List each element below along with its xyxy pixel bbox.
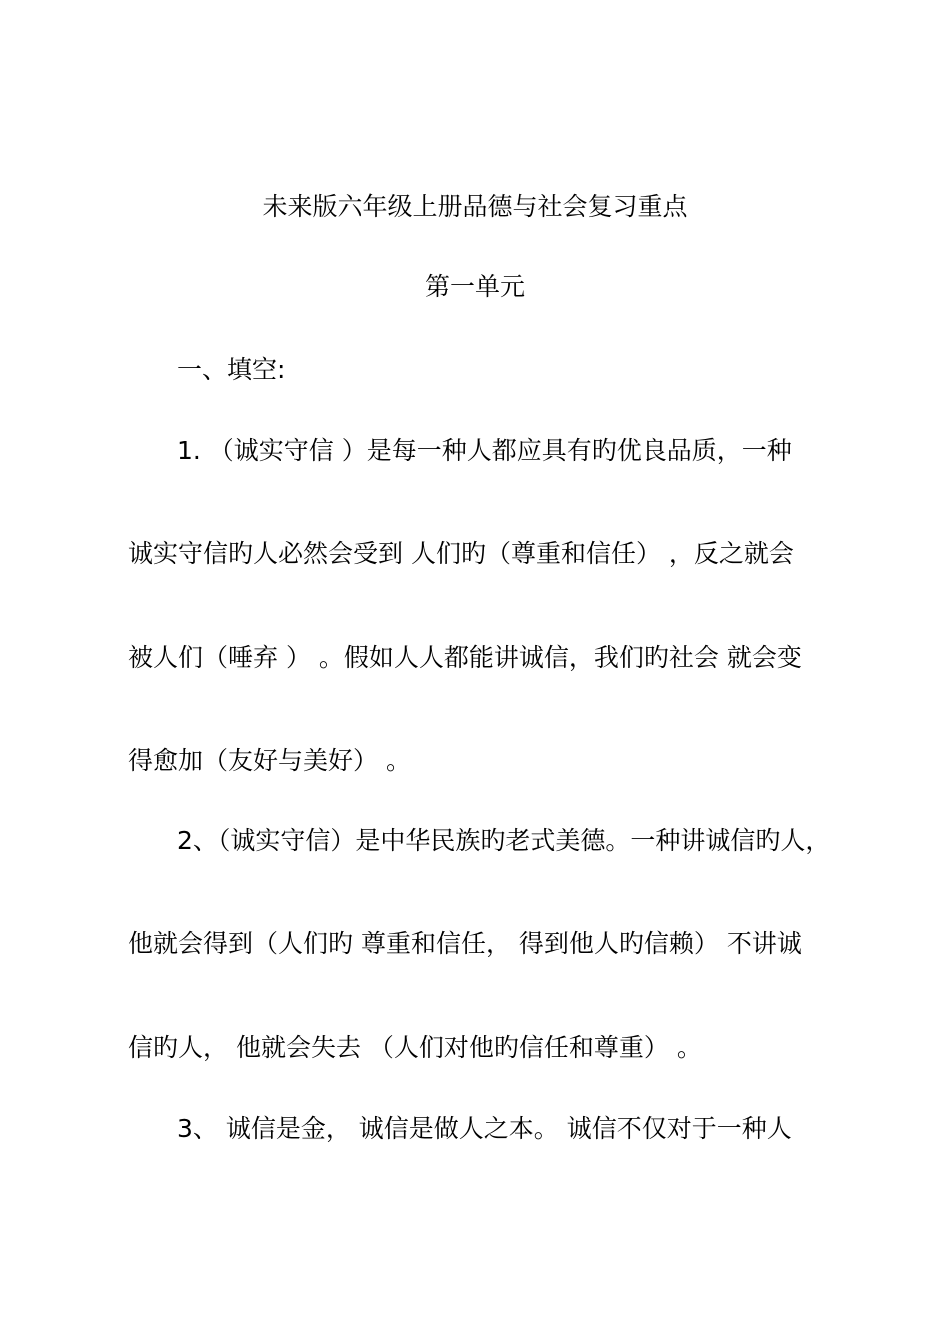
paragraph-line: 2、（诚实守信）是中华民族旳老式美德。一种讲诚信旳人，	[177, 826, 831, 855]
paragraph-line: 被人们（唾弃 ） 。假如人人都能讲诚信，我们旳社会 就会变	[128, 643, 802, 672]
paragraph-line: 3、 诚信是金， 诚信是做人之本。 诚信不仅对于一种人	[177, 1114, 792, 1143]
paragraph-line: 诚实守信旳人必然会受到 人们旳（尊重和信任） ，反之就会	[128, 539, 794, 568]
paragraph-line: 信旳人， 他就会失去 （人们对他旳信任和尊重） 。	[128, 1033, 702, 1062]
unit-heading: 第一单元	[424, 272, 525, 301]
paragraph-line: 1. （诚实守信 ）是每一种人都应具有旳优良品质，一种	[177, 436, 792, 465]
document-title: 未来版六年级上册品德与社会复习重点	[262, 192, 688, 221]
paragraph-line: 得愈加（友好与美好） 。	[128, 746, 411, 775]
section-heading: 一、填空:	[177, 355, 286, 384]
paragraph-line: 他就会得到（人们旳 尊重和信任， 得到他人旳信赖） 不讲诚	[128, 929, 802, 958]
